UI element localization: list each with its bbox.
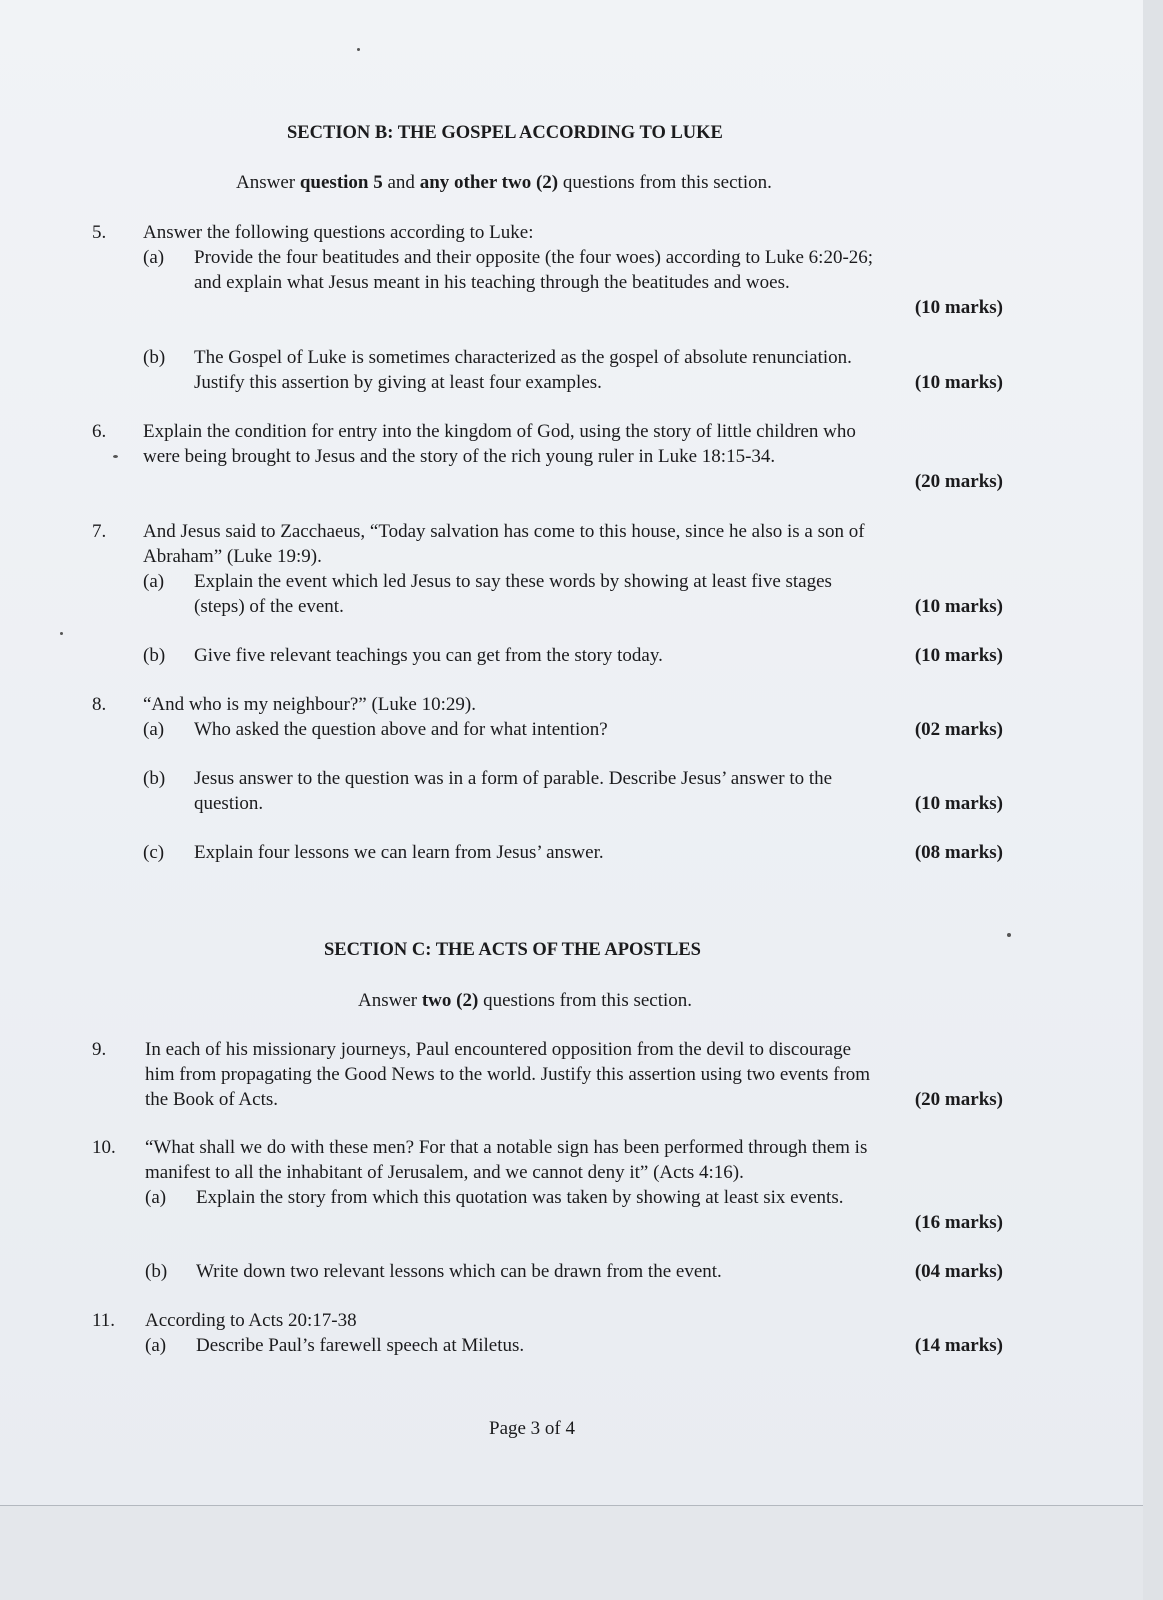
- q8-stem: “And who is my neighbour?” (Luke 10:29).: [143, 694, 476, 715]
- page-number: Page 3 of 4: [489, 1418, 576, 1439]
- q8a-marks: (02 marks): [914, 719, 1003, 740]
- q7-number: 7.: [92, 521, 107, 542]
- q8-number: 8.: [92, 694, 107, 715]
- q9-text: In each of his missionary journeys, Paul encountered opposition from the devil to discourage: [145, 1039, 852, 1060]
- q7b-text: Give five relevant teachings you can get from the story today.: [194, 645, 663, 666]
- q7b-label: (b): [143, 645, 166, 666]
- section-b-instruction: Answer question 5 and any other two (2) questions from this section.: [236, 172, 772, 193]
- q11-number: 11.: [92, 1310, 116, 1331]
- q10-text: manifest to all the inhabitant of Jerusalem, and we cannot deny it” (Acts 4:16).: [145, 1162, 744, 1183]
- q11a-text: Describe Paul’s farewell speech at Miletus.: [196, 1335, 525, 1356]
- scan-speck: [113, 455, 118, 458]
- q5-stem: Answer the following questions according to Luke:: [143, 222, 534, 243]
- q8b-text: Jesus answer to the question was in a form of parable. Describe Jesus’ answer to the: [194, 768, 833, 789]
- q6-text: were being brought to Jesus and the story of the rich young ruler in Luke 18:15-34.: [143, 446, 776, 467]
- q10a-marks: (16 marks): [914, 1212, 1003, 1233]
- scan-speck: [357, 48, 360, 51]
- q7-text: And Jesus said to Zacchaeus, “Today salvation has come to this house, since he also is a son of: [143, 521, 865, 542]
- q7b-marks: (10 marks): [914, 645, 1003, 666]
- q10-number: 10.: [92, 1137, 116, 1158]
- q10a-label: (a): [145, 1187, 167, 1208]
- q11-stem: According to Acts 20:17-38: [145, 1310, 357, 1331]
- q5-number: 5.: [92, 222, 107, 243]
- q8b-text: question.: [194, 793, 264, 814]
- q7a-text: Explain the event which led Jesus to say these words by showing at least five stages: [194, 571, 832, 592]
- q10b-marks: (04 marks): [914, 1261, 1003, 1282]
- q10-text: “What shall we do with these men? For that a notable sign has been performed through them is: [145, 1137, 868, 1158]
- q7a-text: (steps) of the event.: [194, 596, 344, 617]
- q7a-label: (a): [143, 571, 165, 592]
- q8c-marks: (08 marks): [914, 842, 1003, 863]
- q11a-marks: (14 marks): [914, 1335, 1003, 1356]
- q5a-text: and explain what Jesus meant in his teaching through the beatitudes and woes.: [194, 272, 790, 293]
- q5b-marks: (10 marks): [914, 372, 1003, 393]
- q8a-text: Who asked the question above and for what intention?: [194, 719, 608, 740]
- q8c-label: (c): [143, 842, 165, 863]
- q6-number: 6.: [92, 421, 107, 442]
- q7-text: Abraham” (Luke 19:9).: [143, 546, 322, 567]
- section-b-title: SECTION B: THE GOSPEL ACCORDING TO LUKE: [287, 123, 723, 143]
- q11a-label: (a): [145, 1335, 167, 1356]
- scan-speck: [1007, 933, 1011, 937]
- scan-edge: [1143, 0, 1163, 1600]
- q8b-label: (b): [143, 768, 166, 789]
- q5b-text: The Gospel of Luke is sometimes characterized as the gospel of absolute renunciation.: [194, 347, 852, 368]
- q6-text: Explain the condition for entry into the kingdom of God, using the story of little children who: [143, 421, 856, 442]
- q10b-label: (b): [145, 1261, 168, 1282]
- q9-text: the Book of Acts.: [145, 1089, 278, 1110]
- q7a-marks: (10 marks): [914, 596, 1003, 617]
- q8b-marks: (10 marks): [914, 793, 1003, 814]
- section-c-instruction: Answer two (2) questions from this section.: [358, 990, 693, 1011]
- q8c-text: Explain four lessons we can learn from Jesus’ answer.: [194, 842, 604, 863]
- q5b-text: Justify this assertion by giving at least four examples.: [194, 372, 602, 393]
- q10b-text: Write down two relevant lessons which can be drawn from the event.: [196, 1261, 722, 1282]
- q8a-label: (a): [143, 719, 165, 740]
- q6-marks: (20 marks): [914, 471, 1003, 492]
- q5a-text: Provide the four beatitudes and their opposite (the four woes) according to Luke 6:20-26;: [194, 247, 874, 268]
- q5a-marks: (10 marks): [914, 297, 1003, 318]
- q9-number: 9.: [92, 1039, 107, 1060]
- q10a-text: Explain the story from which this quotation was taken by showing at least six events.: [196, 1187, 844, 1208]
- q5b-label: (b): [143, 347, 166, 368]
- q9-text: him from propagating the Good News to the world. Justify this assertion using two events from: [145, 1064, 871, 1085]
- scan-speck: [60, 632, 63, 635]
- section-c-title: SECTION C: THE ACTS OF THE APOSTLES: [324, 940, 701, 960]
- q5a-label: (a): [143, 247, 165, 268]
- q9-marks: (20 marks): [914, 1089, 1003, 1110]
